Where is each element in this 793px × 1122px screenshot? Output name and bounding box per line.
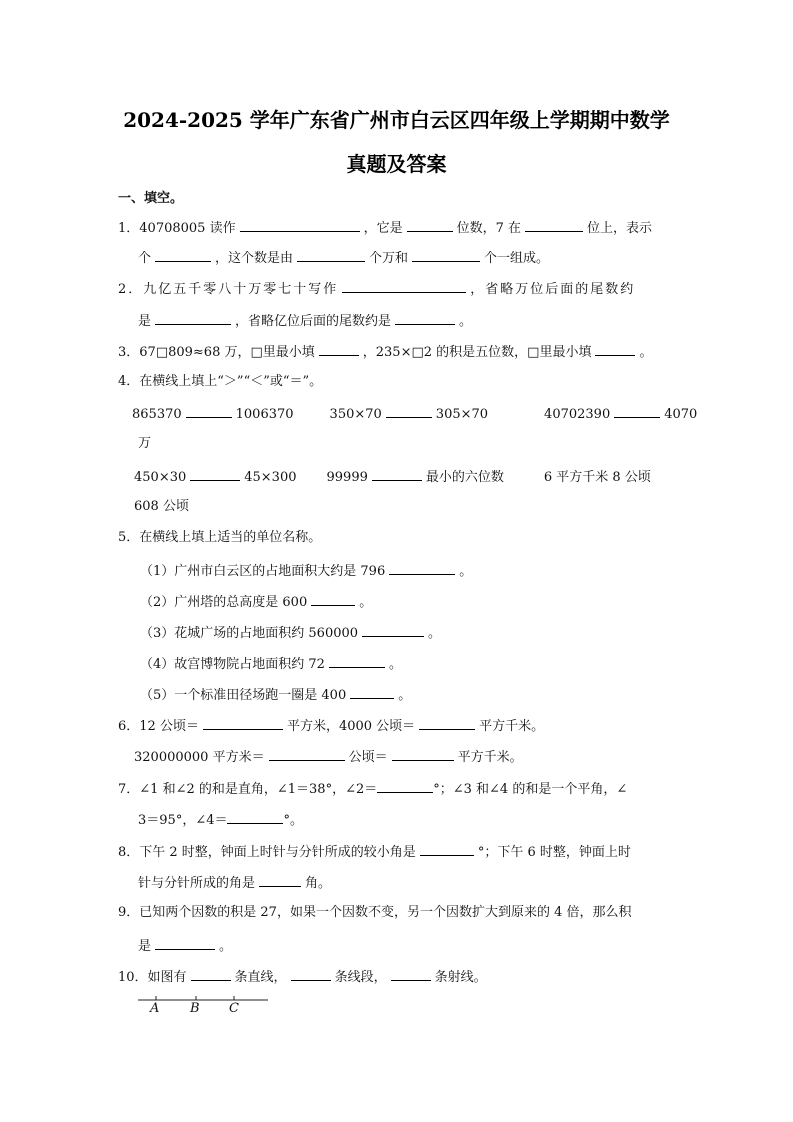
answer-blank[interactable] (297, 249, 365, 262)
q7-text-c: 3＝95°，∠4＝ (138, 813, 228, 828)
question-4-row1 (132, 405, 697, 423)
q8-text-a: 8．下午 2 时整，钟面上时针与分针所成的较小角是 (118, 845, 416, 860)
answer-blank[interactable] (419, 717, 475, 730)
answer-blank[interactable] (191, 968, 231, 981)
question-6-line1 (118, 717, 544, 735)
question-8-line1 (118, 843, 631, 861)
q10-text-d: 条射线。 (434, 970, 487, 985)
q4-value: 350×70 (329, 407, 382, 422)
answer-blank[interactable] (525, 219, 583, 232)
question-5-title: 5．在横线上填上适当的单位名称。 (118, 530, 322, 545)
q8-text-c: 针与分针所成的角是 (138, 876, 256, 891)
answer-blank[interactable] (291, 968, 331, 981)
question-3 (118, 343, 652, 361)
answer-blank[interactable] (311, 593, 355, 606)
q4-value: 45×300 (244, 470, 297, 485)
point-label-c: C (229, 1001, 239, 1016)
q5-end: 。 (428, 626, 442, 641)
q6-text-e: 公顷＝ (348, 750, 388, 765)
q1-text-h: 个一组成。 (484, 251, 550, 266)
q5-item-text: （3）花城广场的占地面积约 560000 (140, 626, 359, 641)
q5-end: 。 (388, 657, 402, 672)
answer-blank[interactable] (342, 280, 466, 293)
question-5-item (140, 562, 472, 580)
q1-text-b: ，它是 (363, 221, 403, 236)
q2-text-c: 是 (138, 314, 152, 329)
answer-blank[interactable] (377, 780, 433, 793)
document-title-line1: 2024-2025 学年广东省广州市白云区四年级上学期期中数学 (123, 108, 670, 132)
q3-text-b: ，235×□2 的积是五位数，□里最小填 (362, 345, 592, 360)
answer-blank[interactable] (395, 312, 455, 325)
line-figure-abc (138, 996, 270, 1018)
answer-blank[interactable] (269, 748, 345, 761)
q4-value: 40702390 (544, 407, 611, 422)
question-5-item (140, 593, 372, 611)
question-1-line1 (118, 219, 652, 237)
q3-text-a: 3．67□809≈68 万，□里最小填 (118, 345, 315, 360)
answer-blank[interactable] (155, 937, 215, 950)
question-2-line2 (138, 312, 472, 330)
q2-text-e: 。 (459, 314, 473, 329)
answer-blank[interactable] (350, 686, 394, 699)
answer-blank[interactable] (362, 624, 424, 637)
question-9-line1: 9．已知两个因数的积是 27，如果一个因数不变，另一个因数扩大到原来的 4 倍，那么积 (118, 905, 632, 920)
question-10 (118, 968, 487, 986)
question-7-line2 (138, 811, 303, 829)
document-title-line2: 真题及答案 (346, 152, 447, 176)
answer-blank[interactable] (595, 343, 635, 356)
q7-text-b: °；∠3 和∠4 的和是一个平角，∠ (433, 782, 628, 797)
q4-value: 450×30 (134, 470, 187, 485)
q2-text-b: ，省略万位后面的尾数约 (470, 282, 636, 297)
q5-item-text: （1）广州市白云区的占地面积大约是 796 (140, 564, 386, 579)
question-5-item (140, 686, 411, 704)
answer-blank[interactable] (391, 968, 431, 981)
question-1-line2 (138, 249, 549, 267)
section-heading: 一、填空。 (118, 191, 184, 206)
q7-text-a: 7．∠1 和∠2 的和是直角，∠1＝38°，∠2＝ (118, 782, 378, 797)
answer-blank[interactable] (203, 717, 283, 730)
answer-blank[interactable] (319, 343, 359, 356)
answer-blank[interactable] (155, 312, 231, 325)
answer-blank[interactable] (386, 405, 432, 418)
answer-blank[interactable] (389, 562, 455, 575)
answer-blank[interactable] (412, 249, 480, 262)
q4-value: 最小的六位数 (425, 470, 504, 485)
question-4-title: 4．在横线上填上“＞”“＜”或“＝”。 (118, 374, 323, 389)
q1-text-a: 1．40708005 读作 (118, 221, 236, 236)
answer-blank[interactable] (420, 843, 474, 856)
question-5-item (140, 655, 402, 673)
q4-value: 865370 (132, 407, 182, 422)
q10-text-a: 10．如图有 (118, 970, 187, 985)
q6-text-d: 320000000 平方米＝ (134, 750, 265, 765)
q5-item-text: （4）故宫博物院占地面积约 72 (140, 657, 325, 672)
q5-end: 。 (398, 688, 412, 703)
q1-text-e: 个 (138, 251, 152, 266)
q6-text-b: 平方米，4000 公顷＝ (286, 719, 416, 734)
question-7-line1 (118, 780, 627, 798)
answer-blank[interactable] (259, 874, 301, 887)
q5-item-text: （5）一个标准田径场跑一圈是 400 (140, 688, 347, 703)
q7-text-d: °。 (283, 813, 303, 828)
answer-blank[interactable] (190, 468, 240, 481)
q4-value: 99999 (326, 470, 368, 485)
q9-text-b: 是 (138, 939, 152, 954)
q1-text-d: 位上，表示 (587, 221, 653, 236)
q2-text-a: 2．九亿五千零八十万零七十写作 (118, 282, 339, 297)
q5-item-text: （2）广州塔的总高度是 600 (140, 595, 308, 610)
answer-blank[interactable] (155, 249, 211, 262)
answer-blank[interactable] (186, 405, 232, 418)
q6-text-a: 6．12 公顷＝ (118, 719, 199, 734)
q2-text-d: ，省略亿位后面的尾数约是 (235, 314, 392, 329)
q5-end: 。 (459, 564, 473, 579)
question-5-item (140, 624, 441, 642)
answer-blank[interactable] (329, 655, 385, 668)
question-4-row2 (134, 468, 651, 486)
q9-text-c: 。 (219, 939, 233, 954)
answer-blank[interactable] (227, 811, 283, 824)
question-8-line2 (138, 874, 331, 892)
q5-end: 。 (359, 595, 373, 610)
answer-blank[interactable] (240, 219, 360, 232)
q6-text-c: 平方千米。 (479, 719, 545, 734)
q4-value: 305×70 (435, 407, 489, 422)
point-label-a: A (150, 1001, 160, 1016)
q1-text-f: ，这个数是由 (215, 251, 294, 266)
q3-text-c: 。 (639, 345, 653, 360)
answer-blank[interactable] (407, 219, 453, 232)
answer-blank[interactable] (392, 748, 454, 761)
q6-text-f: 平方千米。 (457, 750, 523, 765)
q4-value: 1006370 (235, 407, 294, 422)
q4-value: 4070 (664, 407, 698, 422)
q10-text-b: 条直线， (234, 970, 287, 985)
point-label-b: B (190, 1001, 200, 1016)
question-6-line2 (134, 748, 523, 766)
question-9-line2 (138, 937, 232, 955)
question-2-line1 (118, 280, 635, 298)
q1-text-g: 个万和 (369, 251, 409, 266)
question-4-row2-wrap: 608 公顷 (134, 499, 189, 514)
answer-blank[interactable] (614, 405, 660, 418)
q4-value: 6 平方千米 8 公顷 (543, 470, 651, 485)
answer-blank[interactable] (372, 468, 422, 481)
q8-text-d: 角。 (305, 876, 332, 891)
q8-text-b: °；下午 6 时整，钟面上时 (477, 845, 631, 860)
q10-text-c: 条线段， (334, 970, 387, 985)
q1-text-c: 位数，7 在 (456, 221, 521, 236)
question-4-row1-wrap: 万 (138, 436, 152, 451)
